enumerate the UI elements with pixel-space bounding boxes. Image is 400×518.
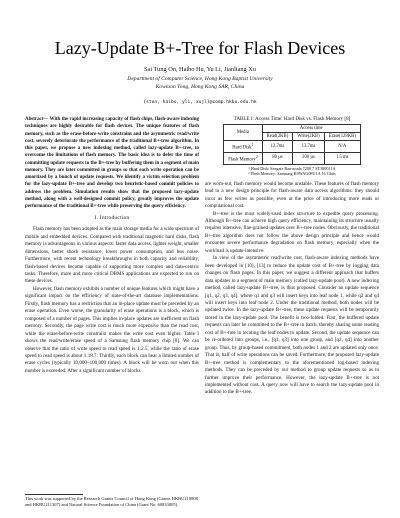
- paragraph: Flash memory has been adopted as the main storage media for a wide spectrum of mobile and embedded devices. Compared with traditional magnetic hard disks, flash memory is advantageous in various aspects: faster data access, lighter weight, smaller dimensions, better shock resistance, lower power consumption, and less noise. Furthermore, with recent technology breakthroughs in both capacity and reliability, flash-based devices become capable of supporting more complex and data-centric tasks. Therefore, more and more critical DBMS applications are expected to run on these devices.: [25, 226, 199, 285]
- right-column: [205, 116, 379, 397]
- affiliation: [0, 76, 400, 91]
- footnote: This work was supported by the Research Grants Council of Hong Kong (Grants HKBU210808 and HKBU211307) and Natural Science Foundation of China (Grant No. 60833005).: [25, 496, 198, 507]
- paragraph: In view of the asymmetric read/write cost, flash-aware indexing methods have been developed in [10], [13] to reduce the update cost of B+-tree by logging data changes on flash pages. In this paper, we suggest a different approach that buffers data updates in a segment of main memory (called lazy-update pool). A new indexing method, called lazy-update B+-tree, is thus proposed. Consider an update sequence [q1, q2, q3, q4], where q1 and q3 will insert keys into leaf node 1, while q2 and q4 will insert keys into leaf node 2. Under the traditional method, both nodes will be updated twice. In the lazy-update B+-tree, these update requests will be temporarily stored in the lazy-update pool. The benefit is two-folded. First, the buffered update requests can later be committed to the B+-tree in batch, thereby sharing some reading cost of B+-tree in locating the leaf nodes to update. Second, the update sequence can be re-ordered into groups, i.e., [q1, q3] into one group, and [q2, q4] into another group. Thus, by group-based commitment, both nodes 1 and 2 are updated only once. That is, half of write operations can be saved. Furthermore, the proposed lazy-update B+-tree method is complementary to the aforementioned log-based indexing methods. They can be preceded by our method to group update requests so as to further improve their performance. However, the lazy-update B+-tree is not implemented without cost. A query now will have to search the lazy-update pool in addition to the B+-tree.: [205, 255, 379, 396]
- table-subheader: Write(2KB): [293, 133, 324, 141]
- table-note-line: ¹ Hard Disk: Seagate Barracuda 7200.7 ST380011A: [248, 165, 336, 171]
- table-cell: 1.5 ms: [324, 153, 360, 165]
- authors: Sai Tung On, Haibo Hu, Yu Li, Jianliang Xu: [144, 66, 256, 73]
- table-cell: N/A: [324, 141, 360, 153]
- media-sup: 1: [251, 142, 254, 147]
- table-note: [205, 166, 379, 177]
- affiliation-line: Kowloon Tong, Hong Kong SAR, China: [155, 83, 245, 90]
- left-column: [25, 116, 199, 375]
- table-row: [224, 153, 361, 165]
- table-cell: 12.7ms: [262, 141, 293, 153]
- paragraph: However, flash memory exhibits a number of unique features which might have a significant impact on the efficiency of state-of-the-art database implementations. Firstly, flash memory has a restriction that an in-place update must be preceded by an erase operation. Even worse, the granularity of erase operations is a block, which is composed of a number of pages. This implies in-place updates are inefficient on flash memory. Secondly, the page write cost is much more expensive than the read cost, while the erase-before-write constraint makes the write cost even higher. Table I shows the read/write/erase speed of a Samsung flash memory chip [8]. We can observe that the ratio of write speed to read speed is 1:2.5, while the ratio of erase speed to read speed is about 1:18.7. Thirdly, each block can bear a limited number of erase cycles (typically 10,000~100,000 times). A block will be worn out when this number is exceeded. After a significant number of blocks: [25, 285, 199, 374]
- affiliation-line: Department of Computer Science, Hong Kong Baptist University: [127, 76, 273, 82]
- table-cell: 80 µs: [262, 153, 293, 165]
- paper-title: Lazy-Update B+-Tree for Flash Devices: [54, 38, 346, 58]
- footnote-rule: [25, 494, 83, 495]
- abstract: Abstract— With the rapid increasing capacity of flash chips, flash-aware indexing techniques are highly desirable for flash devices. The unique features of flash memory, such as the erase-before-write constraint and the asymmetric read/write cost, severely deteriorate the performance of the traditional B+-tree algorithm. In this paper, we propose a new indexing method, called lazy-update B+-tree, to overcome the limitations of flash memory. The basic idea is to defer the time of committing update requests to the B+-tree by buffering them in a segment of main memory. They are later committed in groups so that each write operation can be amortized by a bunch of update requests. We identify a victim selection problem for the lazy-update B+-tree and develop two heuristic-based commit policies to address the problem. Simulation results show that the proposed lazy-update method, along with a well-designed commit policy, greatly improves the update performance of the traditional B+-tree while preserving the query efficiency.: [25, 117, 199, 209]
- section-heading: I. Introduction: [94, 215, 130, 222]
- table-header-media: Media: [224, 125, 262, 141]
- media-label: Hard Disk: [232, 145, 252, 151]
- paragraph: are worn-out, flash memory would become unstable. These features of flash memory lead to a new design principle for flash-aware data access algorithms: they should incur as few writes as possible, even at the price of introducing more reads or computational cost.: [205, 180, 379, 210]
- table-cell: 13.7ms: [293, 141, 324, 153]
- table-header-access: Access time: [262, 125, 360, 133]
- media-sup: 2: [255, 154, 258, 159]
- emails: {ston, haibo, yli, xujl}@comp.hkbu.edu.hk: [143, 100, 257, 105]
- table-subheader: Erase(128KB): [324, 133, 360, 141]
- table-cell-media: [224, 141, 262, 153]
- table-cell: 200 µs: [293, 153, 324, 165]
- media-label: Flash Memory: [228, 157, 256, 163]
- table-caption: TABLE I: Access Time: Hard Disk vs. Flash Memory [8]: [233, 116, 351, 122]
- paragraph: B+-tree is the most widely-used index structure to expedite query processing. Although B+-tree can achieve high query efficiency, maintaining its structure usually requires intensive, fine-grained updates over B+-tree nodes. Obviously, the traditional B+-tree algorithm does not follow the above design principle and hence would encounter severe performance degradation on flash memory, especially when the workload is update-intensive.: [205, 210, 379, 254]
- table-row: [224, 141, 361, 153]
- table-subheader: Read(2KB): [262, 133, 293, 141]
- table-note-line: ² Flash Memory: Samsung K9WAG08U1A 16 Gbits: [248, 171, 336, 177]
- table-cell-media: [224, 153, 262, 165]
- access-time-table: [223, 124, 361, 165]
